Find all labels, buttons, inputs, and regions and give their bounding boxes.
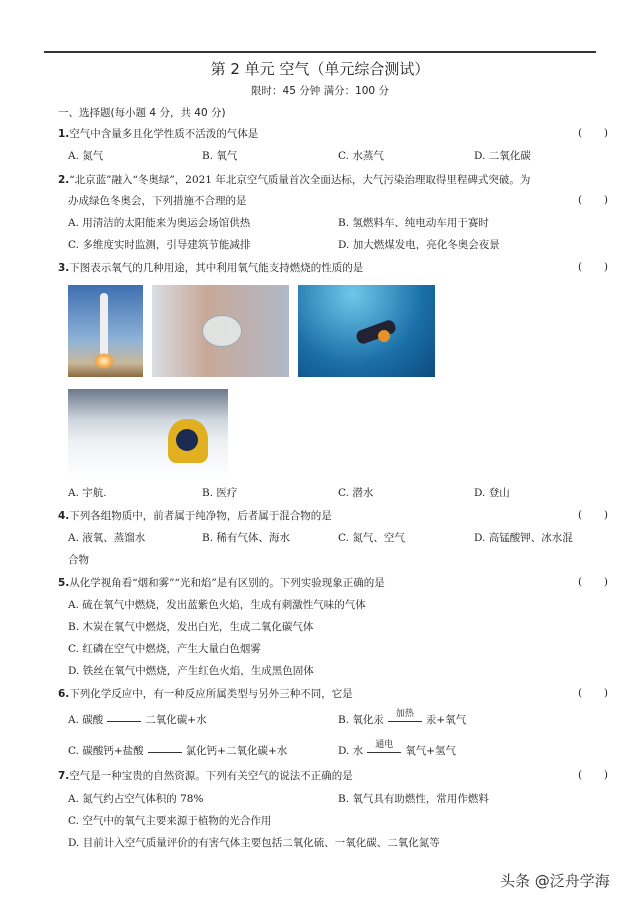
answer-option: D. 加大燃煤发电，亮化冬奥会夜景 [338,239,500,251]
question-stem [58,173,530,187]
answer-blank[interactable] [578,261,608,273]
question-text: 空气是一种宝贵的自然资源。下列有关空气的说法不正确的是 [69,770,353,782]
paren-close: ) [603,769,608,781]
question-stem [58,769,353,783]
reaction-option [68,713,207,727]
answer-option: C. 红磷在空气中燃烧，产生大量白色烟雾 [68,643,261,655]
paren-close: ) [603,127,608,139]
answer-blank[interactable] [578,687,608,699]
answer-option: D. 二氧化碳 [474,150,531,162]
question-text: 从化学视角看“烟和雾”“光和焰”是有区别的。下列实验现象正确的是 [69,577,385,589]
question-number: 4. [58,510,70,522]
question-stem [58,576,385,590]
answer-option: B. 氧气 [202,150,238,162]
reactant-label: C. 碳酸钙+盐酸 [68,745,144,757]
answer-option: C. 空气中的氧气主要来源于植物的光合作用 [68,815,272,827]
question-stem [58,509,332,523]
question-number: 2. [58,174,70,186]
question-text: 下列各组物质中，前者属于纯净物，后者属于混合物的是 [69,510,332,522]
paren-close: ) [603,509,608,521]
reaction-products: 二氧化碳+水 [145,714,207,726]
section-heading: 一、选择题(每小题 4 分，共 40 分) [58,107,226,119]
answer-blank[interactable] [578,769,608,781]
paren-open: ( [578,509,583,521]
question-number: 5. [58,577,70,589]
question-text: 空气中含量多且化学性质不活泼的气体是 [69,128,259,140]
paren-open: ( [578,127,583,139]
answer-option: B. 氢燃料车、纯电动车用于赛时 [338,217,489,229]
question-number: 1. [58,128,70,140]
reaction-arrow-icon [107,715,141,725]
question-text: 下图表示氧气的几种用途，其中利用氧气能支持燃烧的性质的是 [69,262,364,274]
answer-option: C. 氮气、空气 [338,532,405,544]
reaction-option [68,744,287,758]
scuba-diver-image [298,285,435,377]
answer-option: B. 稀有气体、海水 [202,532,290,544]
answer-option: C. 潜水 [338,487,374,499]
question-number: 3. [58,262,70,274]
reaction-condition: 通电 [375,740,394,750]
answer-option: B. 氧气具有助燃性，常用作燃料 [338,793,489,805]
question-number: 6. [58,688,70,700]
paren-open: ( [578,687,583,699]
reaction-arrow-icon [367,740,401,756]
reaction-condition: 加热 [395,709,414,719]
paren-close: ) [603,576,608,588]
answer-option: A. 液氧、蒸馏水 [68,532,146,544]
answer-option: A. 硫在氧气中燃烧，发出蓝紫色火焰，生成有刺激性气味的气体 [68,599,366,611]
answer-option: A. 宇航. [68,487,107,499]
answer-blank[interactable] [578,509,608,521]
mountaineer-image [68,389,228,478]
answer-option: D. 登山 [474,487,510,499]
question-text: “北京蓝”融入“冬奥绿”，2021 年北京空气质量首次全面达标，大气污染治理取得里程碑式突破。为 [69,174,531,186]
answer-option: A. 氮气 [68,150,104,162]
top-rule [44,51,596,53]
paren-close: ) [603,687,608,699]
answer-option: D. 铁丝在氧气中燃烧，产生红色火焰，生成黑色固体 [68,665,314,677]
paren-open: ( [578,769,583,781]
time-score-info: 限时：45 分钟 满分：100 分 [251,85,389,97]
answer-blank[interactable] [578,576,608,588]
watermark: 头条 @泛舟学海 [500,872,610,890]
arrow-line [367,752,401,753]
question-text: 办成绿色冬奥会，下列措施不合理的是 [68,195,247,207]
answer-option: C. 水蒸气 [338,150,384,162]
reaction-option [338,740,457,758]
answer-option: D. 高锰酸钾、冰水混 [474,532,573,544]
arrow-line [107,721,141,722]
reaction-products: 氯化钙+二氧化碳+水 [185,745,288,757]
answer-option: B. 木炭在氧气中燃烧，发出白光，生成二氧化碳气体 [68,621,314,633]
arrow-line [388,721,422,722]
question-stem [58,687,353,701]
paren-open: ( [578,261,583,273]
reaction-products: 汞+氧气 [425,714,467,726]
reactant-label: D. 水 [338,745,364,757]
reaction-option [338,709,467,727]
answer-blank[interactable] [578,127,608,139]
paren-open: ( [578,194,583,206]
reaction-arrow-icon [148,746,182,756]
paren-open: ( [578,576,583,588]
paren-close: ) [603,261,608,273]
rocket-launch-image [68,285,143,377]
question-stem [58,127,258,141]
answer-option: A. 用清洁的太阳能来为奥运会场馆供热 [68,217,251,229]
answer-blank[interactable] [578,194,608,206]
answer-option: D. 目前计入空气质量评价的有害气体主要包括二氧化硫、一氧化碳、二氧化氮等 [68,837,440,849]
reactant-label: B. 氧化汞 [338,714,384,726]
answer-option: B. 医疗 [202,487,238,499]
page-title: 第 2 单元 空气（单元综合测试） [210,60,430,78]
arrow-line [148,752,182,753]
answer-option: 合物 [68,554,89,566]
reactant-label: A. 碳酸 [68,714,104,726]
answer-option: A. 氮气约占空气体积的 78% [68,793,204,805]
question-number: 7. [58,770,70,782]
paren-close: ) [603,194,608,206]
reaction-products: 氧气+氢气 [405,745,457,757]
question-text: 下列化学反应中，有一种反应所属类型与另外三种不同，它是 [69,688,353,700]
answer-option: C. 多维度实时监测，引导建筑节能减排 [68,239,251,251]
reaction-arrow-icon [388,709,422,725]
question-stem [58,261,363,275]
medical-oxygen-mask-image [152,285,289,377]
